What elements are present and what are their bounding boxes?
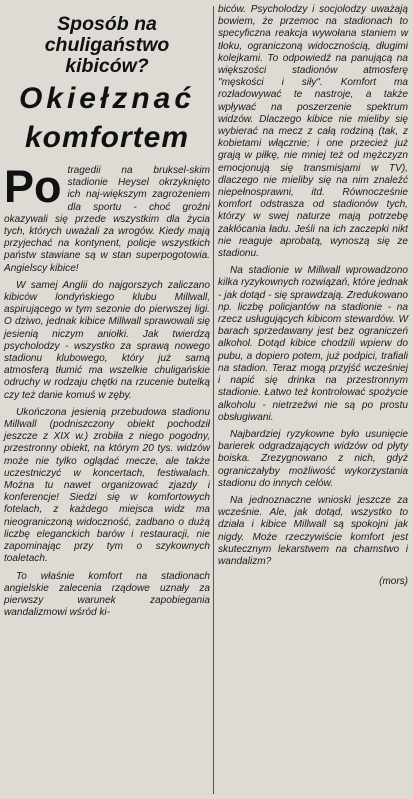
column-divider xyxy=(213,6,214,794)
headline-line-2: komfortem xyxy=(24,121,190,154)
body-paragraph: biców. Psycholodzy i socjolodzy uważają bowiem, że przemoc na stadionach to specyficzna reakcja wywołana staniem w tłoku, ograniczoną widocznością, długimi kolejkami. To odpowiedź na panującą na większości stadionów atmosferę "męskości i siły". Komfort ma rozładowywać te nastroje, a także wpływać na poszerzenie spektrum widzów. Dlaczego kibice nie mieliby się wybierać na mecz z całą rodziną (tak, z kobietami włącznie; i one przecież już grają w piłkę, nie mniej też od mężczyzn emocjonują się transmisjami w TV), dlaczego nie mieliby się na nim znaleźć niepełnosprawni, itd. Równocześnie komfort odstrasza od stadionów tych, którzy w swej naturze mają potrzebę zakłócania ładu. Jeśli na ich zaczepki nikt nie reaguje aprobatą, wynoszą się ze stadionu. xyxy=(218,4,408,260)
author-signature: (mors) xyxy=(379,576,408,588)
body-paragraph: To właśnie komfort na stadionach angielskie zalecenia rządowe uznały za pierwszy warunek zapobiegania wandalizmowi wśród ki- xyxy=(4,570,210,619)
body-paragraph: Najbardziej ryzykowne było usunięcie barierek odgradzających widzów od płyty boiska. Zrezygnowano z nich, gdyż ograniczałyby możliwość wykorzystania stadionu do innych celów. xyxy=(218,428,408,489)
body-paragraph: Na stadionie w Millwall wprowadzono kilka ryzykownych rozwiązań, które jednak - jak dotąd - się sprawdzają. Zredukowano np. liczbę policjantów na stadionie - na rzecz usługujących kibicom stewardów. W barach sprzedawany jest bez ograniczeń alkohol. Dotąd kibice chodzili wpierw do pubu, a dopiero potem, już podpici, trafiali na stadion. Teraz mogą przyjść wcześniej i napić się drinka na przestronnym stadionie. Łatwo też kontrolować spożycie alkoholu - nietrzeźwi nie są po prostu obsługiwani. xyxy=(218,265,408,423)
right-column xyxy=(218,4,408,587)
left-column xyxy=(4,4,210,619)
drop-cap: Po xyxy=(4,161,62,212)
lead-paragraph xyxy=(4,161,210,275)
headline-line-1: Okiełznać xyxy=(18,82,196,115)
body-paragraph: Ukończona jesienią przebudowa stadionu Millwall (podniszczony obiekt pochodził jeszcze z XIX w.) zrobiła z niego pogodny, przestronny obiekt, na którym 20 tys. widzów może nie tylko oglądać mecze, ale także uczestniczyć w koncertach, festiwalach. Można tu nawet organizować zjazdy i konferencje! Siedzi się w komfortowych fotelach, z każdego miejsca widz ma nieograniczoną widoczność, zadbano o dużą liczbę eleganckich barów i restauracji, nie zapominając przy tym o szykownych toaletach. xyxy=(4,406,210,565)
article-kicker: Sposób na chuligaństwo kibiców? xyxy=(44,13,170,77)
body-paragraph: W samej Anglii do najgorszych zaliczano kibiców londyńskiego klubu Millwall, aspirującego w tym sezonie do pierwszej ligi. O dziwo, jednak kibice Millwall sprawowali się jesienią niczym aniołki. Jak twierdzą psycholodzy - wszystko za sprawą nowego stadionu klubowego, który już samą atmosferą tłumić ma wszelkie chuligańskie odruchy w rodzaju chętki na rzucenie butelką czy też danie komuś w zęby. xyxy=(4,279,210,401)
lead-text: tragedii na bruksel-skim stadionie Heysel okrzyknięto ich naj-większym zagrożeniem dla sportu - choć groźni okazywali się przede wszystkim dla życia tych, których uważali za wrogów. Kiedy mają przyjechać na kontynent, policje wszystkich państw stawiane są w stan superpogotowia. Angielscy kibice! xyxy=(4,165,210,274)
body-paragraph: Na jednoznaczne wnioski jeszcze za wcześnie. Ale, jak dotąd, wszystko to działa i kibice Millwall są spokojni jak nigdy. Może rzeczywiście komfort jest skutecznym lekarstwem na chamstwo i wandalizm? xyxy=(218,494,408,567)
